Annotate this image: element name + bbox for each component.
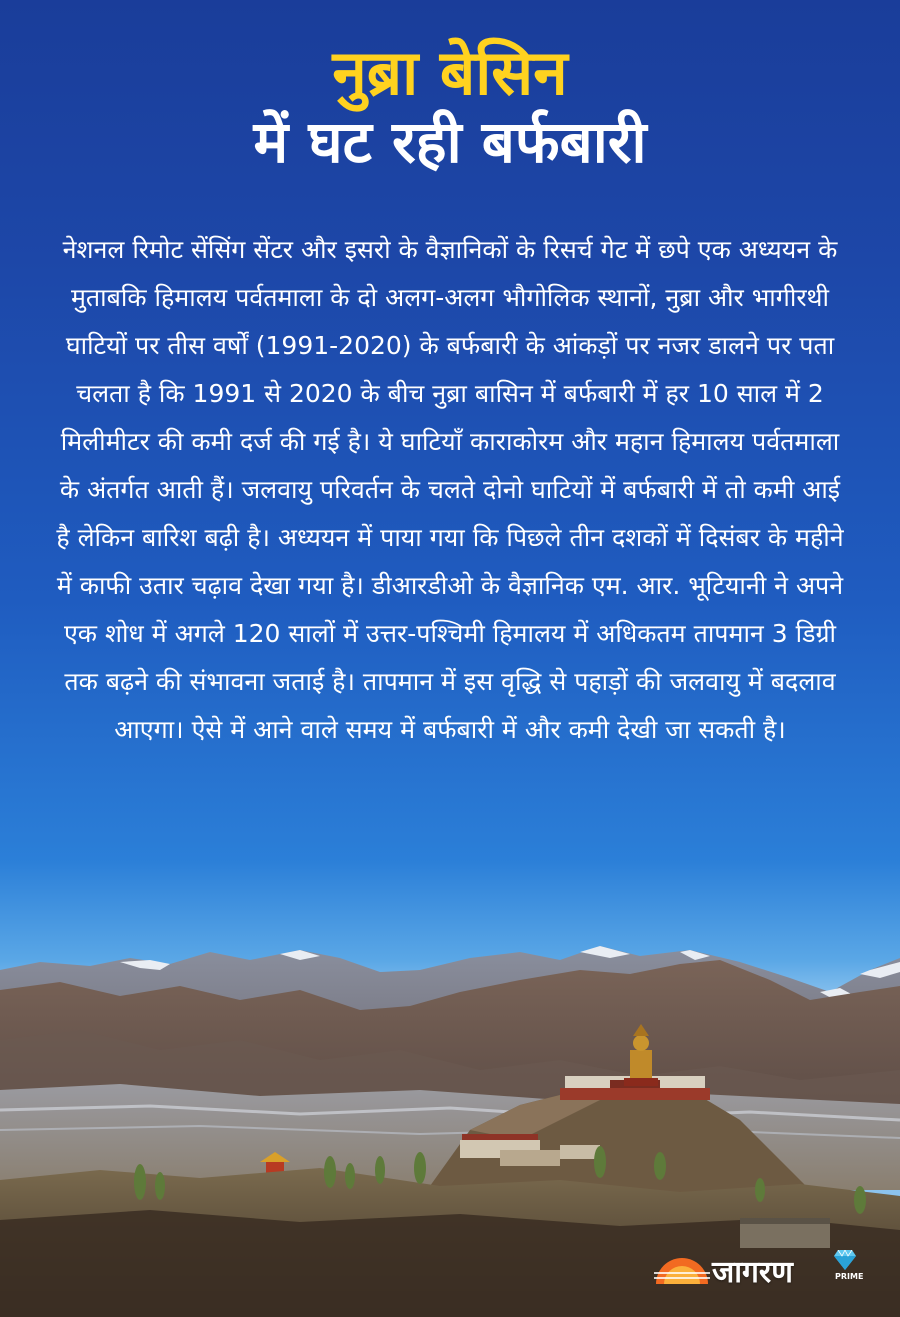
logo-wordmark: जागरण [712,1255,793,1290]
jagran-prime-logo [654,1248,864,1290]
headline-line-2: में घट रही बर्फबारी [253,107,647,176]
logo-prime-label: PRIME [835,1272,864,1281]
diamond-icon [834,1250,856,1270]
article-body: नेशनल रिमोट सेंसिंग सेंटर और इसरो के वैज्ञानिकों के रिसर्च गेट में छपे एक अध्ययन के मुताबकि हिमालय पर्वतमाला के दो अलग-अलग भौगोलिक स्थानों, नुब्रा और भागीरथी घाटियों पर तीस वर्षों (1991-2020) के बर्फबारी के आंकड़ों पर नजर डालने पर पता चलता है कि 1991 से 2020 के बीच नुब्रा बासिन में बर्फबारी में हर 10 साल में 2 मिलीमीटर की कमी दर्ज की गई है। ये घाटियाँ काराकोरम और महान हिमालय पर्वतमाला के अंतर्गत आती हैं। जलवायु परिवर्तन के चलते दोनो घाटियों में बर्फबारी में तो कमी आई है लेकिन बारिश बढ़ी है। अध्ययन में पाया गया कि पिछले तीन दशकों में दिसंबर के महीने में काफी उतार चढ़ाव देखा गया है। डीआरडीओ के वैज्ञानिक एम. आर. भूटियानी ने अपने एक शोध में अगले 120 सालों में उत्तर-पश्चिमी हिमालय में अधिकतम तापमान 3 डिग्री तक बढ़ने की संभावना जताई है। तापमान में इस वृद्धि से पहाड़ों की जलवायु में बदलाव आएगा। ऐसे में आने वाले समय में बर्फबारी में और कमी देखी जा सकती है। [56,235,844,744]
headline [0,36,900,176]
rising-sun-icon [654,1256,710,1284]
headline-line-1: नुब्रा बेसिन [332,36,568,109]
